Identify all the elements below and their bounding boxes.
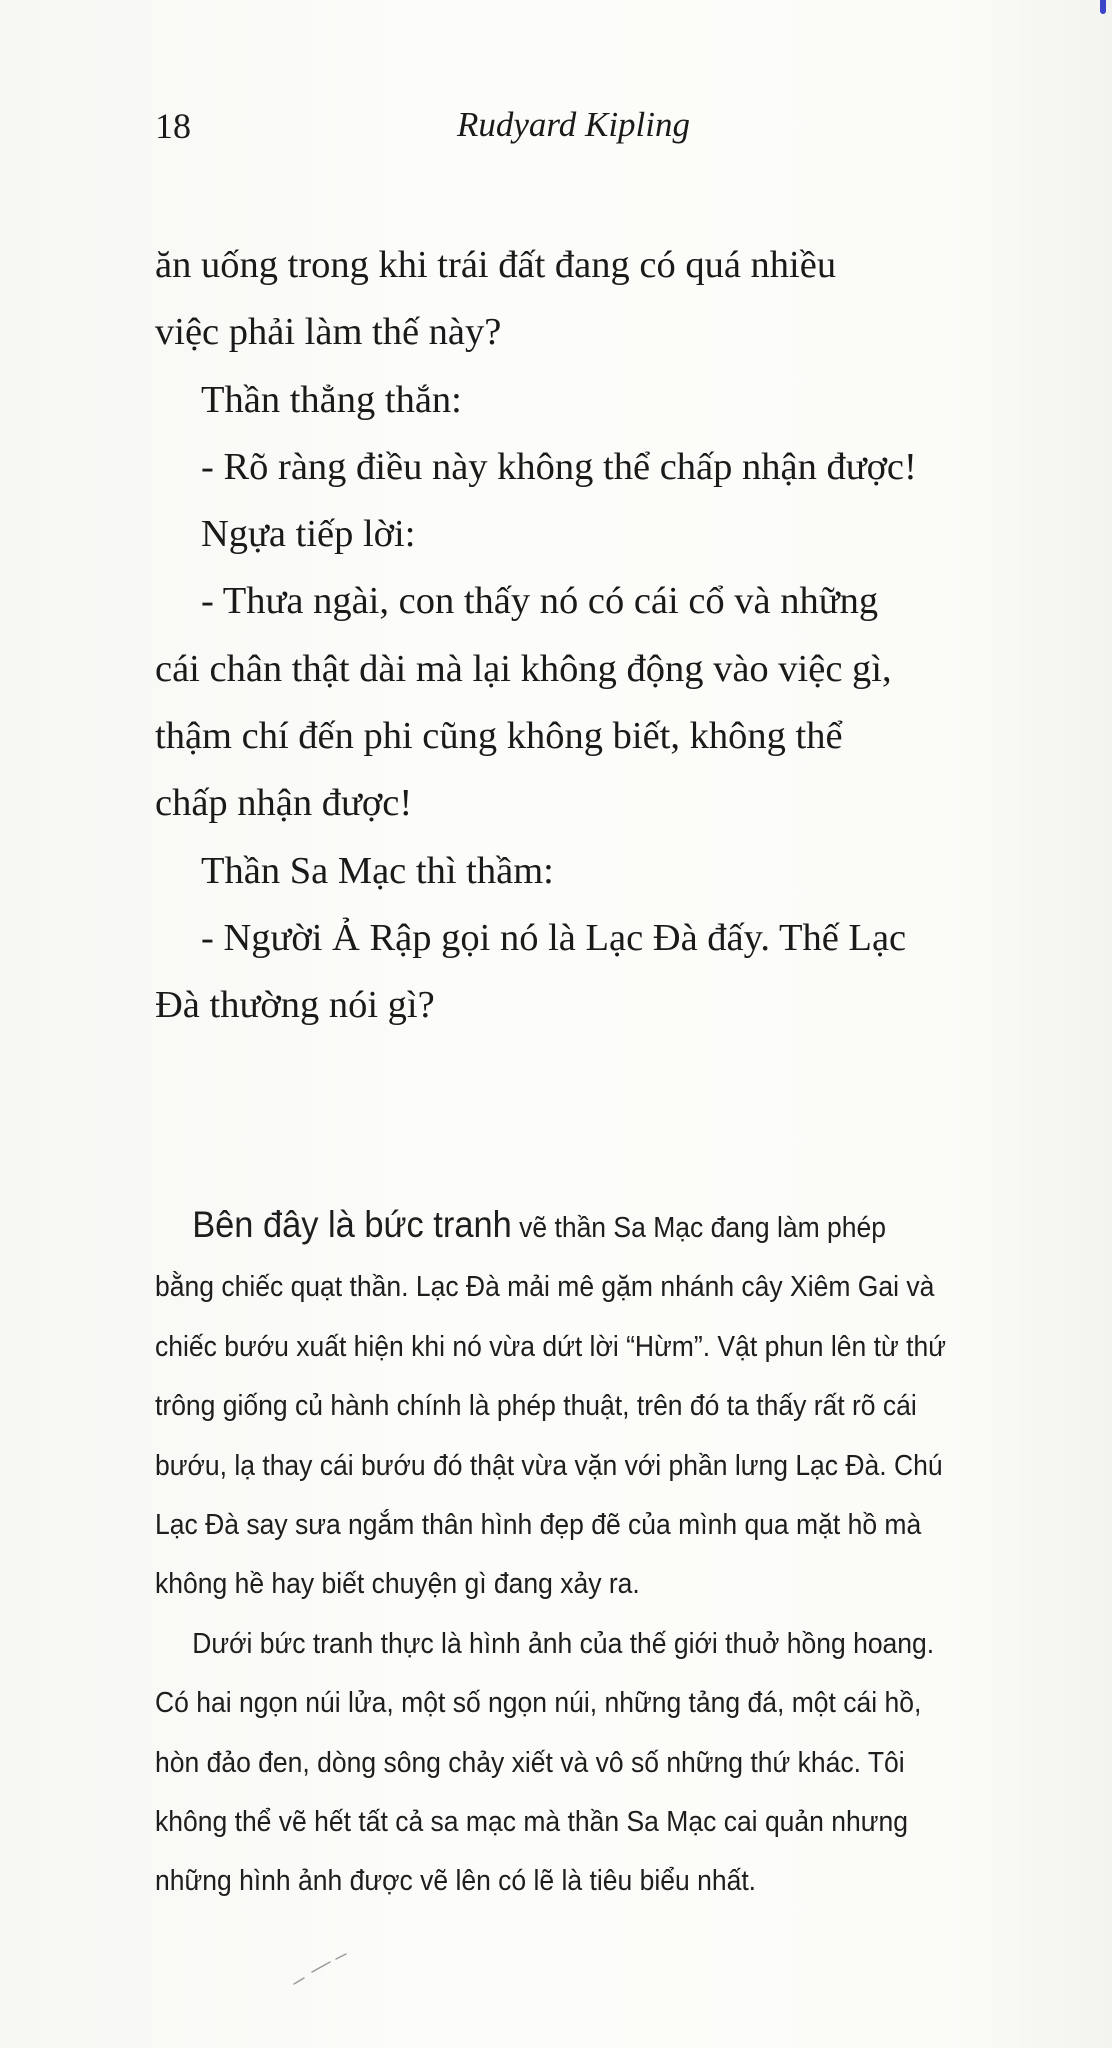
story-line: chấp nhận được! xyxy=(155,782,413,825)
story-line: Ngựa tiếp lời: xyxy=(201,513,416,556)
pencil-mark xyxy=(290,1950,350,1990)
note-line: hòn đảo đen, dòng sông chảy xiết và vô số những thứ khác. Tôi xyxy=(155,1746,905,1779)
illustration-note xyxy=(155,1195,1035,1912)
note-line: những hình ảnh được vẽ lên có lẽ là tiêu biểu nhất. xyxy=(155,1865,757,1898)
story-line: Thần Sa Mạc thì thầm: xyxy=(201,849,554,892)
story-line: cái chân thật dài mà lại không động vào việc gì, xyxy=(155,647,892,690)
note-line: không thể vẽ hết tất cả sa mạc mà thần Sa Mạc cai quản nhưng xyxy=(155,1806,908,1839)
note-lead-rest: vẽ thần Sa Mạc đang làm phép xyxy=(511,1212,887,1244)
note-line: bằng chiếc quạt thần. Lạc Đà mải mê gặm nhánh cây Xiêm Gai và xyxy=(155,1271,935,1304)
note-line: chiếc bướu xuất hiện khi nó vừa dứt lời “Hừm”. Vật phun lên từ thứ xyxy=(155,1330,946,1363)
story-line: - Rõ ràng điều này không thể chấp nhận được! xyxy=(201,445,917,488)
story-line: - Người Ả Rập gọi nó là Lạc Đà đấy. Thế Lạc xyxy=(201,916,907,959)
story-line: Đà thường nói gì? xyxy=(155,984,435,1027)
note-line: trông giống củ hành chính là phép thuật, trên đó ta thấy rất rõ cái xyxy=(155,1390,917,1423)
story-line: việc phải làm thế này? xyxy=(155,311,502,354)
running-head-author: Rudyard Kipling xyxy=(457,105,691,144)
page-edge-mark xyxy=(1100,0,1106,14)
story-line: - Thưa ngài, con thấy nó có cái cổ và những xyxy=(201,580,879,623)
page-number: 18 xyxy=(155,106,191,146)
note-line xyxy=(155,1195,973,1258)
note-line: Dưới bức tranh thực là hình ảnh của thế giới thuở hồng hoang. xyxy=(192,1627,935,1660)
story-text xyxy=(155,232,1035,1040)
story-line: Thần thẳng thắn: xyxy=(201,378,462,421)
note-line: Có hai ngọn núi lửa, một số ngọn núi, những tảng đá, một cái hồ, xyxy=(155,1687,922,1720)
story-line: thậm chí đến phi cũng không biết, không thể xyxy=(155,715,843,758)
note-line: bướu, lạ thay cái bướu đó thật vừa vặn với phần lưng Lạc Đà. Chú xyxy=(155,1449,943,1482)
note-line: không hề hay biết chuyện gì đang xảy ra. xyxy=(155,1568,640,1601)
note-line: Lạc Đà say sưa ngắm thân hình đẹp đẽ của mình qua mặt hồ mà xyxy=(155,1509,922,1542)
note-lead-phrase: Bên đây là bức tranh xyxy=(192,1204,512,1245)
story-line: ăn uống trong khi trái đất đang có quá nhiều xyxy=(155,244,837,286)
page-header xyxy=(155,105,995,155)
